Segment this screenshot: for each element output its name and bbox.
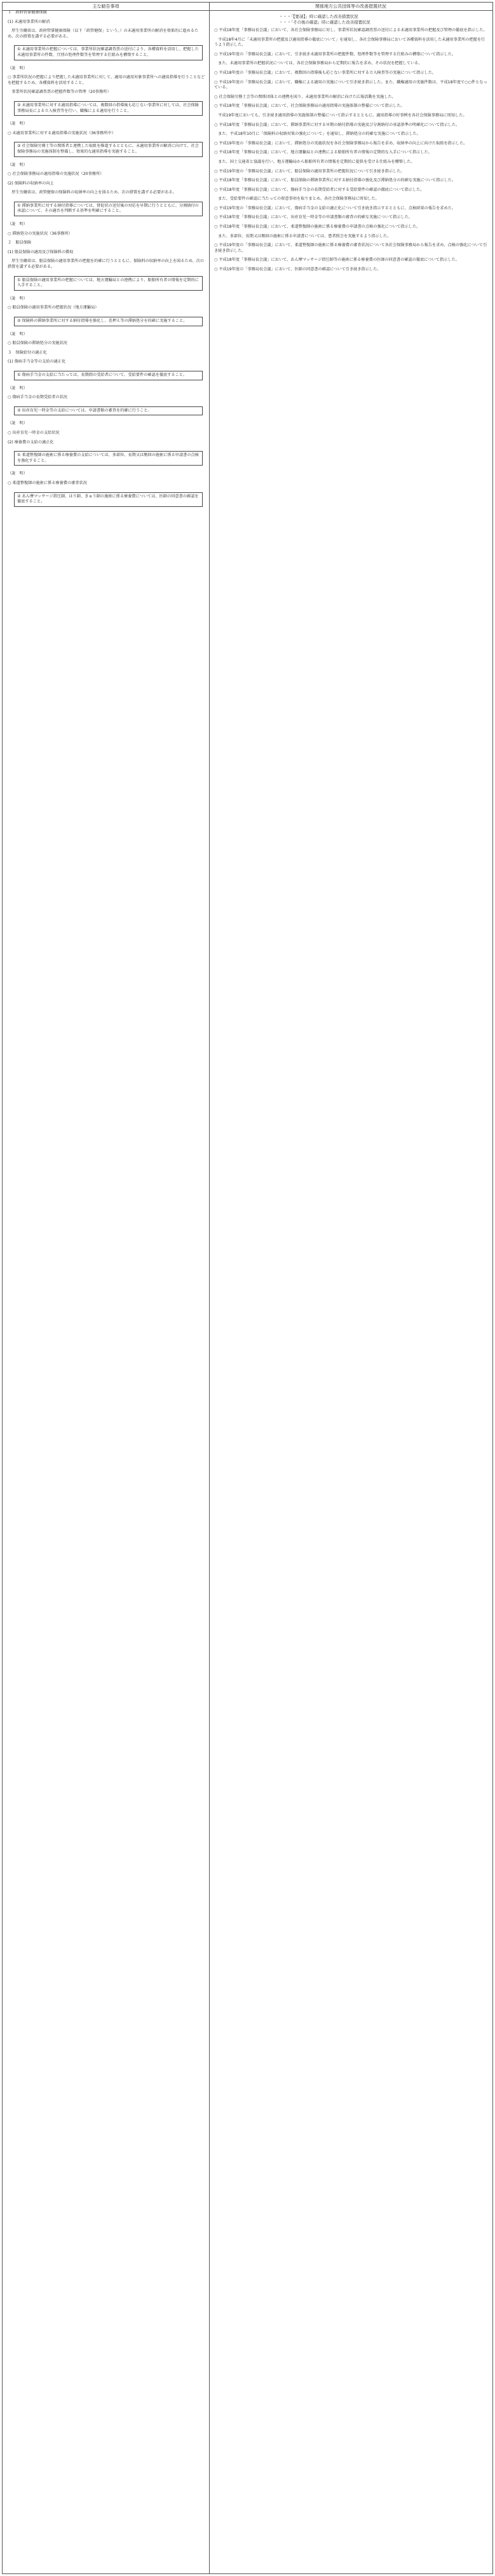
recommendation-box: ① 傷病手当金の支給に当たっては、長期間の受給者について、受給要件の確認を徹底すること。 xyxy=(14,371,203,380)
recommendation-box: ② 出産育児一時金等の支給については、申請書類の審査を的確に行うこと。 xyxy=(14,406,203,416)
measure-text: ○ 平成19年度の「事務局長会議」において、職権による適用の実施について引き続き指示した。また、職権適用の実施件数は、平成18年度で○○件となっている。 xyxy=(214,80,487,90)
recommendation-text: （説 明） xyxy=(8,66,27,71)
measures-list xyxy=(209,28,492,277)
recommendation-text: (2) 療養費の支給の適正化 xyxy=(8,440,54,445)
recommendation-text: ○ 船員保険の滞納処分の実施状況 xyxy=(8,341,67,346)
recommendation-text: （説 明） xyxy=(8,471,27,476)
recommendation-text: （説 明） xyxy=(8,421,27,426)
recommendation-box: ② 保険料の滞納事業所に対する納付指導を強化し、差押え等の滞納処分を的確に実施すること。 xyxy=(14,317,203,326)
recommendation-text: 厚生労働省は、政府管掌健康保険（以下「政管健保」という。）の未適用事業所の解消を効果的に進めるため、次の措置を講ずる必要がある。 xyxy=(8,29,199,39)
recommendation-text: 厚生労働省は、政管健保の保険料の収納率の向上を図るため、次の措置を講ずる必要がある。 xyxy=(8,190,177,195)
right-column-header: 関係地方公共団体等の改善措置状況 xyxy=(209,3,492,11)
measure-text: ○ 平成18年度「事務局長会議」において、船員保険の滞納事業所に対する納付指導の強化及び滞納処分の的確な実施について指示した。 xyxy=(214,178,456,183)
measure-text: ○ 平成18年度「事務局長会議」において、各社会保険事務局に対し、事業所状況確認調査票の送付による未適用事業所の把握及び管理の徹底を指示した。 xyxy=(214,28,487,32)
measure-text: ○ 平成18年度「事務局長会議」において、地方運輸局との連携による船舶所有者の情報の定期的な入手について指示した。 xyxy=(214,150,432,155)
recommendation-box: ① 滞納事業所に対する納付指導については、督促状の送付後の対応を早期に行うとともに、分割納付の承認について、その適否を判断する基準を明確にすること。 xyxy=(14,202,203,216)
recommendation-text: （説 明） xyxy=(8,222,27,227)
measure-text: ○ 平成19年度の「事務局長会議」において、滞納処分の実施状況を各社会保険事務局から報告を求め、収納率の向上に向けた取組を指示した。 xyxy=(214,141,468,146)
recommendation-text: ３ 保険給付の適正化 xyxy=(8,350,47,355)
recommendation-text: ２ 船員保険 xyxy=(8,240,32,246)
measure-text: また、多部位、長期又は頻回の施術に係る申請書については、患者照会を実施するよう指示した。 xyxy=(214,233,391,239)
measure-text: 平成19年度においても、引き続き適用指導の実施体制の整備について指示するとともに、適用指導の好事例を各社会保険事務局に周知した。 xyxy=(214,113,467,118)
legend-item: ・・・「その後の確認」時に確認した改善措置状況 xyxy=(279,20,370,25)
recommendation-text: (2) 保険料の収納率の向上 xyxy=(8,181,54,186)
recommendation-text: ○ 滞納処分の実施状況（36事務所） xyxy=(8,231,72,236)
recommendation-text: （説 明） xyxy=(8,162,27,167)
recommendation-text: １ 政府管掌健康保険 xyxy=(8,10,47,15)
recommendation-text: （説 明） xyxy=(8,296,27,301)
measure-text: ○ 平成18年度の「事務局長会議」において、複数回の指導後も応じない事業所に対する立入検査等の実施について指示した。 xyxy=(214,70,437,75)
recommendation-text: (1) 船員保険の適用及び保険料の徴収 xyxy=(8,249,74,254)
recommendation-text: （説 明） xyxy=(8,385,27,391)
recommendation-text: ○ 柔道整復師の施術に係る療養費の審査状況 xyxy=(8,480,87,485)
legend-item: ・・・「【要請】」時に確認した改善措置状況 xyxy=(279,14,358,19)
recommendation-text: ○ 社会保険事務局の適用指導の実施状況（20事務所） xyxy=(8,172,104,177)
recommendation-box: ② 未適用事業所に対する適用指導については、複数回の指導後も応じない事業所に対しては、社会保険事務局長による立入検査等を行い、職権による適用を行うこと。 xyxy=(14,101,203,116)
measure-text: ○ 平成18年度「事務局長会議」において、滞納事業所に対する早期の納付指導の実施及び分割納付の承認基準の明確化について指示した。 xyxy=(214,122,460,127)
measure-text: また、未適用事業所の把握状況については、各社会保険事務局から定期的に報告を求め、その状況を把握している。 xyxy=(214,61,423,66)
recommendation-text: 事業所状況確認調査票の把握件数等の管理（20事務所） xyxy=(8,90,111,95)
recommendation-text: ○ 船員保険の適用事業所の把握状況（地方運輸局） xyxy=(8,305,99,310)
measure-text: ○ 平成18年度「事務局長会議」において、傷病手当金の長期受給者に対する受給要件の確認の徹底について指示した。 xyxy=(214,187,424,192)
recommendation-text: 厚生労働省は、船員保険の適用事業所の把握を的確に行うとともに、保険料の収納率の向上を図るため、次の措置を講ずる必要がある。 xyxy=(8,259,205,270)
recommendations-column xyxy=(3,10,210,2573)
left-column-header: 主な勧告事項 xyxy=(3,3,210,11)
measure-text: ○ 平成19年度の「事務局長会議」において、引き続き未適用事業所の把握件数、処理件数等を管理する仕組みの構築について指示した。 xyxy=(214,52,456,57)
measure-text: ○ 平成18年度「事務局長会議」において、柔道整復師の施術に係る療養費の申請書の点検の強化について指示した。 xyxy=(214,225,421,230)
recommendation-text: ○ 事業所状況の把握により把握した未適用事業所に対して、適用の適用対象事業所への適用指導を行うことなどを把握するため、各種資料を活用すること。 xyxy=(8,75,205,85)
measure-text: ○ 平成19年度の「事務局長会議」において、医師の同意書の確認について引き続き指示した。 xyxy=(214,267,381,272)
document-table xyxy=(2,2,493,2574)
measure-text: ○ 社会保険労務士会等の関係団体との連携を図り、未適用事業所の解消に向けた広報活動を実施した。 xyxy=(214,94,396,99)
recommendation-box: ③ 社会保険労務士等の関係者と連携した取組を推進するとともに、未適用事業所の解消に向けて、社会保険事務局の実施体制を整備し、効果的な適用指導を実施すること。 xyxy=(14,142,203,156)
recommendation-text: (1) 未適用事業所の解消 xyxy=(8,19,50,24)
measure-text: また、国土交通省と協議を行い、地方運輸局から船舶所有者の情報を定期的に提供を受ける仕組みを構築した。 xyxy=(214,159,415,164)
recommendation-text: (1) 傷病手当金等の支給の適正化 xyxy=(8,359,66,364)
measure-text: ○ 平成18年度「事務局長会議」において、出産育児一時金等の申請書類の審査の的確な実施について指示した。 xyxy=(214,215,412,220)
recommendation-text: ○ 出産育児一時金の支給状況 xyxy=(8,430,60,435)
legend xyxy=(279,14,492,25)
measure-text: ○ 平成19年度の「事務局長会議」において、船員保険の適用事業所の把握状況について引き続き指示した。 xyxy=(214,169,405,174)
improvement-measures-column xyxy=(209,10,492,2573)
measure-text: ○ 平成18年度「事務局長会議」において、あん摩マッサージ指圧師等の施術に係る療養費の医師の同意書の確認の徹底について指示した。 xyxy=(214,258,459,263)
recommendation-text: ○ 傷病手当金の長期受給者の状況 xyxy=(8,395,67,400)
measure-text: また、受給要件の確認に当たっての留意事項を取りまとめ、各社会保険事務局に周知した。 xyxy=(214,197,379,202)
recommendation-box: ① 未適用事業所の把握については、事業所状況確認調査票の送付により、各種資料を活用し、把握した未適用事業所の件数、月別の処理件数等を管理する仕組みを構築すること。 xyxy=(14,45,203,60)
recommendation-box: ① 柔道整復師の施術に係る療養費の支給については、多部位、長期又は頻回の施術に係る申請書の点検を強化すること。 xyxy=(14,451,203,466)
recommendation-text: （説 明） xyxy=(8,121,27,127)
recommendation-box: ② あん摩マッサージ指圧師、はり師、きゅう師の施術に係る療養費については、医師の同意書の確認を徹底すること。 xyxy=(14,492,203,507)
measure-text: ○ 平成19年度の「事務局長会議」において、柔道整復師の施術に係る療養費の審査状況について各社会保険事務局から報告を求め、点検の強化について引き続き指示した。 xyxy=(214,243,487,253)
measure-text: ○ 平成18年度「事務局長会議」において、社会保険事務局の適用指導の実施体制の整備について指示した。 xyxy=(214,104,405,109)
recommendation-text: （説 明） xyxy=(8,331,27,336)
measure-text: また、平成18年10月に「保険料の収納対策の強化について」を通知し、滞納処分の的確な実施について指示した。 xyxy=(214,132,421,137)
measure-text: 平成18年4月に「未適用事業所の把握及び適用指導の徹底について」を通知し、各社会保険事務局において各種資料を活用した未適用事業所の把握を行うよう指示した。 xyxy=(214,37,485,48)
recommendation-box: ① 船員保険の適用事業所の把握については、地方運輸局との連携により、船舶所有者の情報を定期的に入手すること。 xyxy=(14,276,203,291)
measure-text: ○ 平成19年度の「事務局長会議」において、傷病手当金の支給の適正化について引き続き指示するとともに、点検結果の報告を求めた。 xyxy=(214,205,456,211)
recommendation-text: ○ 未適用事業所に対する適用指導の実施状況（36事務所中） xyxy=(8,130,116,135)
